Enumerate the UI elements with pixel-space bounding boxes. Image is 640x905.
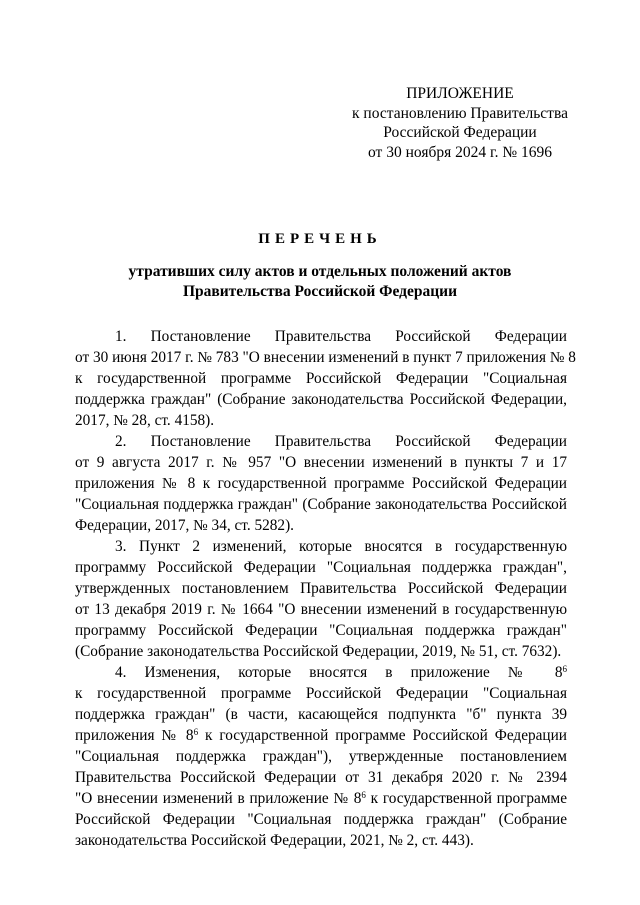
text-line: Правительства Российской Федерации от 31 декабря 2020 г. № 2394 (75, 769, 567, 786)
text-line: поддержка граждан" (Собрание законодательства Российской Федерации, (75, 391, 567, 408)
superscript: 6 (361, 790, 366, 800)
list-item (75, 662, 567, 851)
text-line: приложения № 8 к государственной программе Российской Федерации (75, 475, 567, 492)
text-line: от 13 декабря 2019 г. № 1664 "О внесении изменений в государственную (75, 601, 567, 618)
text-line: утвержденных постановлением Правительства Российской Федерации (75, 580, 567, 597)
text-segment: 4. Изменения, которые вносятся в приложение № 8 (115, 664, 563, 681)
text-line: 2. Постановление Правительства Российской Федерации (115, 433, 567, 450)
text-line: законодательства Российской Федерации, 2021, № 2, ст. 443). (75, 832, 474, 849)
text-line: 2017, № 28, ст. 4158). (75, 412, 215, 429)
appendix-ref-line: к постановлению Правительства (352, 104, 568, 122)
text-line: от 30 июня 2017 г. № 783 "О внесении изменений в пункт 7 приложения № 8 (75, 349, 576, 366)
text-line (75, 788, 567, 809)
list-item (75, 326, 576, 431)
subtitle-line: утративших силу актов и отдельных положений актов (128, 263, 512, 280)
text-line: поддержка граждан" (в части, касающейся подпункта "б" пункта 39 (75, 706, 567, 723)
text-line (75, 662, 567, 683)
appendix-label: ПРИЛОЖЕНИЕ (406, 85, 514, 102)
list-item (75, 536, 567, 662)
text-line: 3. Пункт 2 изменений, которые вносятся в государственную (115, 538, 567, 555)
appendix-ref-line: Российской Федерации (383, 124, 537, 141)
superscript: 6 (193, 727, 199, 737)
text-segment: к государственной программе Российской Федерации (205, 727, 567, 744)
text-line: программу Российской Федерации "Социальная поддержка граждан", (75, 559, 567, 576)
document-body (75, 326, 576, 851)
text-line: Федерации, 2017, № 34, ст. 5282). (75, 517, 294, 534)
text-line (75, 725, 567, 746)
text-line: к государственной программе Российской Федерации "Социальная (75, 370, 567, 387)
document-subtitle (60, 262, 580, 302)
text-line: программу Российской Федерации "Социальная поддержка граждан" (75, 622, 567, 639)
text-line: к государственной программе Российской Федерации "Социальная (75, 685, 567, 702)
appendix-date-line: от 30 ноября 2024 г. № 1696 (368, 143, 552, 161)
text-line: Российской Федерации "Социальная поддержка граждан" (Собрание (75, 811, 567, 828)
text-line: "Социальная поддержка граждан" (Собрание законодательства Российской (75, 496, 567, 513)
text-segment: к государственной программе (370, 790, 567, 807)
text-line: от 9 августа 2017 г. № 957 "О внесении изменений в пункты 7 и 17 (75, 454, 567, 471)
subtitle-line: Правительства Российской Федерации (182, 283, 458, 300)
list-item (75, 431, 567, 536)
text-line: 1. Постановление Правительства Российской Федерации (115, 328, 567, 345)
document-title: ПЕРЕЧЕНЬ (258, 231, 382, 247)
text-segment: "О внесении изменений в приложение № 8 (75, 790, 362, 807)
text-line: "Социальная поддержка граждан"), утвержденные постановлением (75, 748, 567, 765)
appendix-header (340, 84, 580, 162)
superscript: 6 (562, 664, 567, 674)
text-segment: приложения № 8 (75, 727, 194, 744)
text-line: (Собрание законодательства Российской Федерации, 2019, № 51, ст. 7632). (75, 643, 562, 660)
